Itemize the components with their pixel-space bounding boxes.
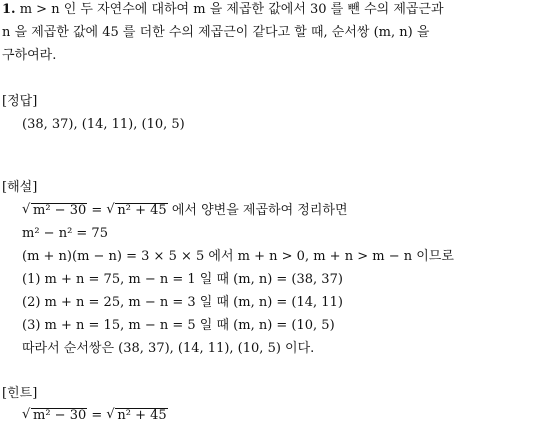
hint-sqrt-left-body: m² − 30	[33, 408, 87, 423]
problem-number: 1.	[2, 2, 16, 17]
sqrt-right-body: n² + 45	[117, 203, 167, 218]
sqrt-left-body: m² − 30	[33, 203, 87, 218]
hint-sqrt-right: √ n² + 45	[106, 407, 167, 423]
solution-line-3: (m + n)(m − n) = 3 × 5 × 5 에서 m + n > 0, m + n > m − n 이므로	[22, 249, 454, 264]
solution-line-1	[22, 203, 348, 219]
solution-line-7: 따라서 순서쌍은 (38, 37), (14, 11), (10, 5) 이다.	[22, 341, 315, 356]
sqrt-right: √ n² + 45	[106, 202, 167, 218]
solution-line-2: m² − n² = 75	[22, 226, 108, 241]
answer-content: (38, 37), (14, 11), (10, 5)	[22, 117, 185, 132]
problem-line-2: n 을 제곱한 값에 45 를 더한 수의 제곱근이 같다고 할 때, 순서쌍 (m, n) 을	[2, 25, 430, 40]
solution-text-1: 에서 양변을 제곱하여 정리하면	[167, 203, 348, 218]
solution-line-4: (1) m + n = 75, m − n = 1 일 때 (m, n) = (38, 37)	[22, 272, 343, 287]
solution-line-5: (2) m + n = 25, m − n = 3 일 때 (m, n) = (14, 11)	[22, 295, 343, 310]
answer-header: [정답]	[2, 94, 38, 109]
problem-line-3: 구하여라.	[2, 48, 57, 63]
problem-text-1: m > n 인 두 자연수에 대하여 m 을 제곱한 값에서 30 를 뺀 수의 제곱근과	[15, 2, 444, 17]
hint-sqrt-left: √ m² − 30	[22, 407, 87, 423]
hint-line-1	[22, 408, 168, 424]
hint-header: [힌트]	[2, 386, 38, 401]
sqrt-left: √ m² − 30	[22, 202, 87, 218]
solution-header: [해설]	[2, 180, 38, 195]
problem-line-1	[2, 2, 444, 18]
hint-equals-sign: =	[87, 408, 107, 423]
hint-sqrt-right-body: n² + 45	[117, 408, 167, 423]
solution-line-6: (3) m + n = 15, m − n = 5 일 때 (m, n) = (10, 5)	[22, 318, 335, 333]
equals-sign: =	[87, 203, 107, 218]
